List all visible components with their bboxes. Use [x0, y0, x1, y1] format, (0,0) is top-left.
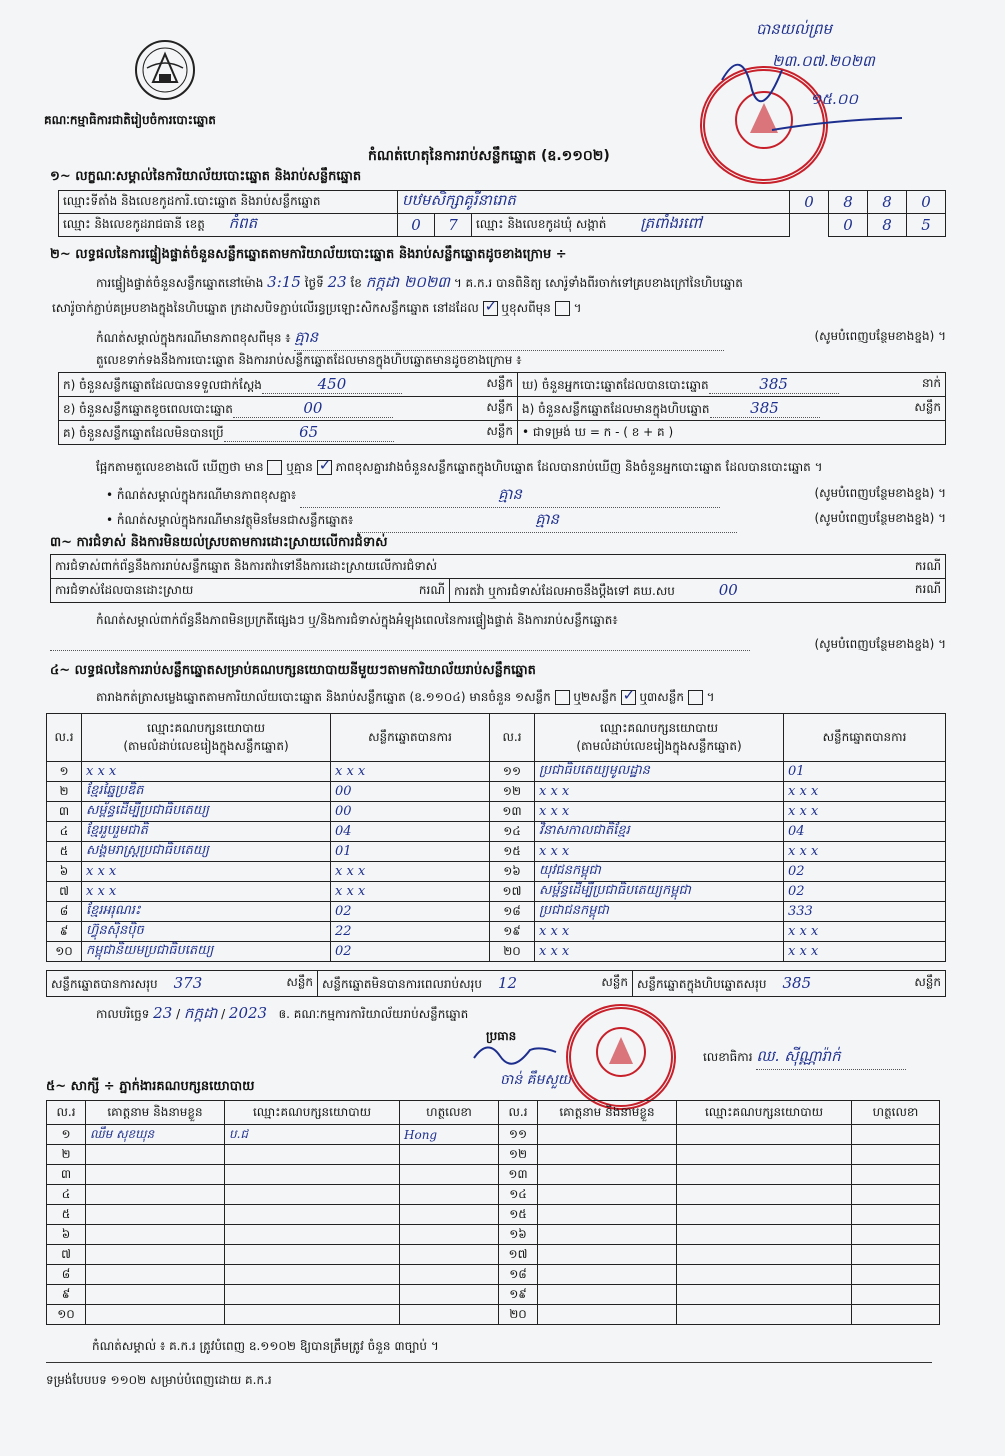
- witness-name: [538, 1165, 677, 1185]
- verify-text-d: ។ គ.ក.រ បានពិនិត្យ សោរ៉ូទាំងពីរចាក់ទៅគ្របខាងក្រៅនៃហិបឆ្នោត: [453, 276, 743, 290]
- station-code-4: 0: [907, 191, 946, 214]
- b-unit: សន្លឹក: [486, 399, 513, 414]
- result-votes: 22: [331, 922, 490, 942]
- resolved-unit: ករណី: [418, 582, 445, 597]
- witness-no: ៣: [47, 1165, 86, 1185]
- appeal-unit: ករណី: [914, 581, 941, 596]
- c-value: 65: [299, 422, 319, 441]
- witness-party: [225, 1185, 400, 1205]
- result-no: ៤: [47, 822, 82, 842]
- sheets-line: តារាងកត់ត្រាសម្លេងឆ្នោតតាមការិយាល័យបោះឆ្នោត និងរាប់សន្លឹកឆ្នោត (ឧ.១១០៤) មានចំនួន ១សន្លឹក ឬ២សន្លឹក ✓ ឬ៣សន្លឹក ។: [96, 689, 715, 707]
- witness-no: ១៥: [499, 1205, 538, 1225]
- diff-note-label: • កំណត់សម្គាល់ក្នុងករណីមានភាពខុសគ្នា៖: [106, 488, 297, 502]
- result-no: ១៣: [490, 802, 535, 822]
- footer-divider: [46, 1362, 932, 1363]
- compare-text-b: ឬគ្មាន: [286, 460, 313, 474]
- witness-no: ១៨: [499, 1265, 538, 1285]
- two-sheets-checkbox[interactable]: [621, 690, 636, 705]
- table-row: [47, 1125, 940, 1145]
- objection-row1-label: ការជំទាស់ពាក់ព័ន្ធនឹងការរាប់សន្លឹកឆ្នោត និងការតវ៉ាទៅនឹងការដោះស្រាយលើការជំទាស់: [55, 558, 438, 573]
- witness-no: ៨: [47, 1265, 86, 1285]
- result-votes: x x x: [784, 922, 946, 942]
- commune-label: ឈ្មោះ និងលេខកូដឃុំ សង្កាត់: [476, 217, 607, 231]
- top-signature: [712, 40, 912, 154]
- witness-name: [538, 1225, 677, 1245]
- table-row: [47, 1165, 940, 1185]
- result-party: x x x: [82, 762, 331, 782]
- result-no: ៦: [47, 862, 82, 882]
- witness-no: ១២: [499, 1145, 538, 1165]
- total-valid-label: សន្លឹកឆ្នោតបានការសរុប: [51, 976, 158, 991]
- result-votes: 00: [331, 802, 490, 822]
- result-party: សម្ព័ន្ធដើម្បីប្រជាធិបតេយ្យ: [82, 802, 331, 822]
- witness-party: [225, 1205, 400, 1225]
- total-valid-unit: សន្លឹក: [286, 974, 313, 989]
- three-sheets-checkbox[interactable]: [688, 690, 703, 705]
- witness-party: ប.ជ: [225, 1125, 400, 1145]
- verify-month-year: កក្កដា ២០២៣: [365, 273, 450, 291]
- verify-seal-text: សោរ៉ូចាក់ភ្ជាប់គម្របខាងក្នុងនៃហិបឆ្នោត ក្រដាសបិទភ្ជាប់លើរន្ធប្រឡោះសិកសន្លឹកឆ្នោត នៅដដែល: [52, 301, 479, 315]
- result-party: សម្ព័ន្ធដើម្បីប្រជាធិបតេយ្យកម្ពុជា: [535, 882, 784, 902]
- witness-signature: [400, 1145, 499, 1165]
- table-row: [47, 822, 946, 842]
- result-party: x x x: [535, 922, 784, 942]
- sheets-text-b: ឬ២សន្លឹក: [573, 690, 617, 704]
- witness-party: [225, 1305, 400, 1325]
- date-day: 23: [153, 1004, 173, 1022]
- top-note: បានយល់ព្រម: [756, 20, 832, 38]
- secretary-label: លេខាធិការ: [703, 1050, 753, 1064]
- section5-title: ៥~ សាក្សី ÷ ភ្នាក់ងារគណបក្សនយោបាយ: [46, 1079, 255, 1094]
- top-time: ១៥.០០: [810, 90, 858, 108]
- irregularity-fill-note: (សូមបំពេញបន្ថែមខាងខ្នង) ។: [814, 637, 946, 651]
- commune-code-1: 0: [829, 214, 868, 237]
- date-line: កាលបរិច្ឆេទ 23 / កក្កដា / 2023 ឲ. គណៈកម្មការការិយាល័យរាប់សន្លឹកឆ្នោត: [96, 1004, 469, 1022]
- fill-note: (សូមបំពេញបន្ថែមខាងខ្នង) ។: [814, 329, 946, 343]
- secretary-row: [703, 1047, 906, 1070]
- appeal-value: 00: [718, 580, 738, 599]
- witness-signature: [400, 1165, 499, 1185]
- verify-text-c: ខែ: [350, 276, 362, 290]
- totals-table: [46, 970, 946, 997]
- witness-name: [538, 1145, 677, 1165]
- date-month: កក្កដា: [183, 1004, 218, 1022]
- witness-signature: [400, 1245, 499, 1265]
- w-col-party-left: ឈ្មោះគណបក្សនយោបាយ: [225, 1101, 400, 1125]
- witness-party: [677, 1165, 852, 1185]
- result-no: ៧: [47, 882, 82, 902]
- section1-table: [58, 190, 946, 237]
- commune-name: ត្រពាំងរពៅ: [640, 214, 702, 232]
- figures-intro: តួលេខទាក់ទងនឹងការបោះឆ្នោត និងការរាប់សន្លឹកឆ្នោតដែលមានក្នុងហិបឆ្នោតមានដូចខាងក្រោម ៖: [96, 353, 522, 367]
- witness-no: ៤: [47, 1185, 86, 1205]
- table-row: [47, 922, 946, 942]
- result-party: យុវជនកម្ពុជា: [535, 862, 784, 882]
- table-row: [47, 1285, 940, 1305]
- witness-party: [677, 1145, 852, 1165]
- witness-party: [677, 1125, 852, 1145]
- different-checkbox[interactable]: [555, 301, 570, 316]
- result-votes: 02: [331, 902, 490, 922]
- w-col-no-right: ល.រ: [499, 1101, 538, 1125]
- province-code-2: 7: [435, 214, 472, 237]
- witness-signature: [400, 1205, 499, 1225]
- w-col-name-left: គោត្តនាម និងនាមខ្លួន: [86, 1101, 225, 1125]
- witness-no: ២: [47, 1145, 86, 1165]
- result-party: ប្រជាជនកម្ពុជា: [535, 902, 784, 922]
- witness-no: ៦: [47, 1225, 86, 1245]
- witness-no: ៧: [47, 1245, 86, 1265]
- polling-station-name: បឋមសិក្សាគូរីនារោត: [398, 191, 790, 214]
- witness-name: [538, 1305, 677, 1325]
- witness-signature: [400, 1225, 499, 1245]
- result-votes: x x x: [784, 782, 946, 802]
- obj-note-label: • កំណត់សម្គាល់ក្នុងករណីមានវត្ថុមិនមែនជាសន្លឹកឆ្នោត៖: [106, 513, 354, 527]
- table-row: [47, 802, 946, 822]
- total-invalid-unit: សន្លឹក: [601, 974, 628, 989]
- witness-party: [225, 1245, 400, 1265]
- witness-no: ១៧: [499, 1245, 538, 1265]
- d-value: 385: [759, 374, 788, 393]
- object-detail-row: [106, 510, 946, 533]
- result-votes: x x x: [784, 942, 946, 962]
- one-sheet-checkbox[interactable]: [555, 690, 570, 705]
- compare-text-c: ភាពខុសគ្នារវាងចំនួនសន្លឹកឆ្នោតក្នុងហិបឆ្នោត ដែលបានរាប់ឃើញ និងចំនួនអ្នកបោះឆ្នោត ដែលបានបោះឆ្នោត ។: [335, 460, 823, 474]
- witness-party: [677, 1285, 852, 1305]
- results-table: [46, 713, 946, 962]
- official-stamp-bottom: [566, 1004, 676, 1110]
- witness-party: [225, 1145, 400, 1165]
- witness-signature: [852, 1145, 940, 1165]
- result-votes: 02: [784, 882, 946, 902]
- witness-signature: [852, 1185, 940, 1205]
- obj-note-value: គ្មាន: [535, 510, 560, 528]
- result-no: ៩: [47, 922, 82, 942]
- witness-name: [86, 1145, 225, 1165]
- col-party-sub-left: (តាមលំដាប់លេខរៀងក្នុងសន្លឹកឆ្នោត): [123, 738, 289, 753]
- diff-note-value: គ្មាន: [498, 485, 522, 503]
- w-col-party-right: ឈ្មោះគណបក្សនយោបាយ: [677, 1101, 852, 1125]
- w-col-name-right: គោត្តនាម និងនាមខ្លួន: [538, 1101, 677, 1125]
- table-row: [47, 1145, 940, 1165]
- e-label: ង) ចំនួនសន្លឹកឆ្នោតដែលមានក្នុងហិបឆ្នោត: [522, 401, 710, 416]
- col-no-left: ល.រ: [47, 714, 82, 762]
- result-no: ៥: [47, 842, 82, 862]
- date-label: កាលបរិច្ឆេទ: [96, 1007, 150, 1021]
- irregularity-note: កំណត់សម្គាល់ពាក់ព័ន្ធនឹងភាពមិនប្រក្រតីផ្សេងៗ ឬ/និងការជំទាស់ក្នុងអំឡុងពេលនៃការផ្ទៀងផ្ទាត់ និងការរាប់សន្លឹកឆ្នោត៖: [96, 613, 618, 627]
- no-diff-checkbox[interactable]: [317, 460, 332, 475]
- appeal-label: ការតវ៉ា ឬការជំទាស់ដែលអាចនឹងប្តឹងទៅ គឃ.សប: [454, 583, 675, 598]
- result-votes: 333: [784, 902, 946, 922]
- committee-sign-label: ឲ. គណៈកម្មការការិយាល័យរាប់សន្លឹកឆ្នោត: [278, 1007, 469, 1021]
- col-votes-left: សន្លឹកឆ្នោតបានការ: [331, 714, 490, 762]
- table-row: [47, 1205, 940, 1225]
- secretary-name: ឈ. ស៊ីណ្ណារ៉ាក់: [756, 1047, 906, 1070]
- verify-day: 23: [327, 273, 347, 291]
- result-votes: x x x: [331, 862, 490, 882]
- c-unit: សន្លឹក: [486, 423, 513, 438]
- col-party-sub-right: (តាមលំដាប់លេខរៀងក្នុងសន្លឹកឆ្នោត): [576, 738, 742, 753]
- table-row: [47, 842, 946, 862]
- result-no: ២: [47, 782, 82, 802]
- result-votes: x x x: [784, 802, 946, 822]
- witness-no: ១៩: [499, 1285, 538, 1305]
- province-code-1: 0: [398, 214, 435, 237]
- verify-or-text: ឬខុសពីមុន: [501, 301, 551, 315]
- same-checkbox[interactable]: [483, 301, 498, 316]
- result-votes: 04: [331, 822, 490, 842]
- compare-line: [96, 459, 823, 477]
- table-row: [47, 1265, 940, 1285]
- result-party: ខ្មែរឆ្នៃប្រឌិត: [82, 782, 331, 802]
- witness-no: ១១: [499, 1125, 538, 1145]
- committee-logo: [133, 38, 197, 102]
- result-no: ១២: [490, 782, 535, 802]
- witness-name: [538, 1265, 677, 1285]
- resolved-label: ការជំទាស់ដែលបានដោះស្រាយ: [55, 582, 194, 597]
- result-no: ៣: [47, 802, 82, 822]
- verify-text-a: ការផ្ទៀងផ្ទាត់ចំនួនសន្លឹកឆ្នោតនៅម៉ោង: [96, 276, 264, 290]
- witness-party: [677, 1225, 852, 1245]
- station-code-1: 0: [790, 191, 829, 214]
- footnote: កំណត់សម្គាល់ ៖ គ.ក.រ ត្រូវបំពេញ ឧ.១១០២ ឱ្យបានត្រឹមត្រូវ ចំនួន ៣ច្បាប់ ។: [92, 1339, 439, 1353]
- witness-name: [86, 1225, 225, 1245]
- section3-title: ៣~ ការជំទាស់ និងការមិនយល់ស្របតាមការដោះស្រាយលើការជំទាស់: [50, 535, 388, 550]
- a-value: 450: [317, 374, 347, 393]
- table-row: [47, 942, 946, 962]
- witness-name: [538, 1125, 677, 1145]
- result-no: ១៩: [490, 922, 535, 942]
- result-party: ហ៊្វុនស៊ិនប៉ិច: [82, 922, 331, 942]
- witness-name: [86, 1205, 225, 1225]
- form-title: កំណត់ហេតុនៃការរាប់សន្លឹកឆ្នោត (ឧ.១១០២): [368, 148, 610, 164]
- result-no: ១៧: [490, 882, 535, 902]
- witness-party: [677, 1205, 852, 1225]
- result-votes: x x x: [784, 842, 946, 862]
- witness-no: ១៦: [499, 1225, 538, 1245]
- witness-no: ៩: [47, 1285, 86, 1305]
- witness-no: ១០: [47, 1305, 86, 1325]
- witness-signature: [852, 1205, 940, 1225]
- w-col-sign-right: ហត្ថលេខា: [852, 1101, 940, 1125]
- witness-name: [86, 1305, 225, 1325]
- witness-signature: [852, 1165, 940, 1185]
- compare-text-a: ផ្អែកតាមតួលេខខាងលើ ឃើញថា មាន: [96, 460, 264, 474]
- b-value: 00: [303, 398, 323, 417]
- result-votes: 01: [331, 842, 490, 862]
- witness-no: ១: [47, 1125, 86, 1145]
- witness-name: [86, 1265, 225, 1285]
- witness-signature: Hong: [400, 1125, 499, 1145]
- e-unit: សន្លឹក: [914, 399, 941, 414]
- b-label: ខ) ចំនួនសន្លឹកឆ្នោតខូចពេលបោះឆ្នោត: [63, 401, 233, 416]
- witness-party: [677, 1305, 852, 1325]
- result-party: x x x: [535, 842, 784, 862]
- witness-party: [677, 1185, 852, 1205]
- result-party: កម្ពុជានិយមប្រជាធិបតេយ្យ: [82, 942, 331, 962]
- witness-name: [538, 1245, 677, 1265]
- witness-party: [677, 1245, 852, 1265]
- table-row: [47, 902, 946, 922]
- total-valid: 373: [173, 973, 203, 992]
- col-no-right: ល.រ: [490, 714, 535, 762]
- result-votes: 00: [331, 782, 490, 802]
- result-party: x x x: [82, 862, 331, 882]
- witness-signature: [400, 1185, 499, 1205]
- total-box-label: សន្លឹកឆ្នោតក្នុងហិបឆ្នោតសរុប: [637, 976, 767, 991]
- witness-signature: [400, 1265, 499, 1285]
- result-party: សង្គមរាស្ត្រប្រជាធិបតេយ្យ: [82, 842, 331, 862]
- e-value: 385: [750, 398, 779, 417]
- section4-title: ៤~ លទ្ធផលនៃការរាប់សន្លឹកឆ្នោតសម្រាប់គណបក្សនយោបាយនីមួយៗតាមការិយាល័យរាប់សន្លឹកឆ្នោត: [50, 663, 536, 678]
- diff-detail-row: [106, 485, 946, 508]
- note-label: កំណត់សម្គាល់ក្នុងករណីមានភាពខុសពីមុន ៖: [96, 331, 291, 345]
- section1-title: ១~ លក្ខណៈសម្គាល់នៃការិយាល័យបោះឆ្នោត និងរាប់សន្លឹកឆ្នោត: [50, 169, 362, 184]
- table-row: [47, 1305, 940, 1325]
- witness-signature: [852, 1245, 940, 1265]
- figures-table: ក) ចំនួនសន្លឹកឆ្នោតដែលបានទទួលជាក់ស្តែង 450 សន្លឹក ឃ) ចំនួនអ្នកបោះឆ្នោតដែលបានបោះឆ្នោត 385 នាក់ ខ) ចំនួនសន្លឹកឆ្នោតខូចពេលបោះឆ្នោត 00 សន្លឹក ង) ចំនួនសន្លឹកឆ្នោតដែលមានក្នុងហិបឆ្នោត 385 សន្លឹក គ) ចំនួនសន្លឹកឆ្នោតដែលមិនបានប្រើ 65 សន្លឹក • ជាទម្រង់ ឃ = ក - ( ខ + គ ): [58, 372, 946, 445]
- witness-signature: [852, 1125, 940, 1145]
- witness-signature: [852, 1305, 940, 1325]
- commune-code-2: 8: [868, 214, 907, 237]
- result-votes: 02: [331, 942, 490, 962]
- witness-name: [538, 1285, 677, 1305]
- note-value: គ្មាន: [294, 328, 319, 346]
- result-party: វិនាសកាលជាតិខ្មែរ: [535, 822, 784, 842]
- witness-name: [86, 1245, 225, 1265]
- witness-name: ឈឹម សុខឃុន: [86, 1125, 225, 1145]
- witness-party: [225, 1265, 400, 1285]
- witness-no: ៥: [47, 1205, 86, 1225]
- a-unit: សន្លឹក: [486, 375, 513, 390]
- result-party: ប្រជាធិបតេយ្យមូលដ្ឋាន: [535, 762, 784, 782]
- province-name: កំពត: [228, 214, 258, 232]
- diff-fill-note: (សូមបំពេញបន្ថែមខាងខ្នង) ។: [814, 486, 946, 500]
- total-box-unit: សន្លឹក: [914, 974, 941, 989]
- w-col-sign-left: ហត្ថលេខា: [400, 1101, 499, 1125]
- table-row: [47, 882, 946, 902]
- province-label: ឈ្មោះ និងលេខកូដរាជធានី ខេត្ត: [63, 217, 205, 231]
- obj-fill-note: (សូមបំពេញបន្ថែមខាងខ្នង) ។: [814, 511, 946, 525]
- irregularity-line: [50, 636, 946, 654]
- col-party-left: ឈ្មោះគណបក្សនយោបាយ: [146, 720, 266, 735]
- result-no: ១១: [490, 762, 535, 782]
- witness-name: [86, 1185, 225, 1205]
- witness-name: [86, 1165, 225, 1185]
- verification-line1: [96, 273, 743, 295]
- table-row: [47, 862, 946, 882]
- table-row: [47, 762, 946, 782]
- result-party: x x x: [535, 782, 784, 802]
- formula-text: ជាទម្រង់ ឃ = ក - ( ខ + គ ): [532, 424, 674, 439]
- commune-code-3: 5: [907, 214, 946, 237]
- witness-party: [225, 1165, 400, 1185]
- section2-title: ២~ លទ្ធផលនៃការផ្ទៀងផ្ទាត់ចំនួនសន្លឹកឆ្នោតតាមការិយាល័យបោះឆ្នោត និងរាប់សន្លឹកឆ្នោតដូចខាងក្រោម ÷: [50, 247, 567, 262]
- result-votes: 02: [784, 862, 946, 882]
- result-party: x x x: [535, 802, 784, 822]
- result-votes: 04: [784, 822, 946, 842]
- result-party: x x x: [82, 882, 331, 902]
- witness-party: [225, 1225, 400, 1245]
- result-votes: 01: [784, 762, 946, 782]
- verify-text-b: ថ្ងៃទី: [304, 276, 324, 290]
- witness-name: [538, 1205, 677, 1225]
- sheets-text-a: តារាងកត់ត្រាសម្លេងឆ្នោតតាមការិយាល័យបោះឆ្នោត និងរាប់សន្លឹកឆ្នោត (ឧ.១១០៤) មានចំនួន ១សន្លឹក: [96, 690, 551, 704]
- witness-signature: [852, 1285, 940, 1305]
- witness-party: [677, 1265, 852, 1285]
- result-no: ១: [47, 762, 82, 782]
- witness-signature: [400, 1305, 499, 1325]
- table-row: [47, 1245, 940, 1265]
- result-votes: x x x: [331, 762, 490, 782]
- president-label: ប្រធាន: [486, 1029, 517, 1043]
- objection-table: [50, 554, 946, 603]
- witness-no: ១៤: [499, 1185, 538, 1205]
- result-no: ១៦: [490, 862, 535, 882]
- col-votes-right: សន្លឹកឆ្នោតបានការ: [784, 714, 946, 762]
- table-row: [47, 1185, 940, 1205]
- sheets-text-c: ឬ៣សន្លឹក: [639, 690, 684, 704]
- verification-line2: សោរ៉ូចាក់ភ្ជាប់គម្របខាងក្នុងនៃហិបឆ្នោត ក្រដាសបិទភ្ជាប់លើរន្ធប្រឡោះសិកសន្លឹកឆ្នោត នៅដដែល ✓ ឬខុសពីមុន ។: [52, 300, 581, 318]
- result-party: ខ្មែរអរុណរះ: [82, 902, 331, 922]
- witness-party: [225, 1285, 400, 1305]
- witness-signature: [400, 1285, 499, 1305]
- total-invalid-label: សន្លឹកឆ្នោតមិនបានការពេលរាប់សរុប: [322, 976, 482, 991]
- result-no: ១៤: [490, 822, 535, 842]
- date-year: 2023: [228, 1004, 268, 1022]
- form-note: ទម្រង់បែបបទ ១១០២ សម្រាប់បំពេញដោយ គ.ក.រ: [46, 1373, 272, 1387]
- top-date: ២៣.០៧.២០២៣: [772, 52, 875, 70]
- d-unit: នាក់: [921, 375, 941, 390]
- station-code-2: 8: [829, 191, 868, 214]
- witness-signature: [852, 1265, 940, 1285]
- verify-time: 3:15: [267, 273, 301, 291]
- c-label: គ) ចំនួនសន្លឹកឆ្នោតដែលមិនបានប្រើ: [63, 425, 224, 440]
- d-label: ឃ) ចំនួនអ្នកបោះឆ្នោតដែលបានបោះឆ្នោត: [522, 377, 709, 392]
- total-box: 385: [782, 973, 812, 992]
- witness-no: ១៣: [499, 1165, 538, 1185]
- committee-name: គណៈកម្មាធិការជាតិរៀបចំការបោះឆ្នោត: [44, 113, 216, 127]
- w-col-no-left: ល.រ: [47, 1101, 86, 1125]
- result-votes: x x x: [331, 882, 490, 902]
- polling-station-label: ឈ្មោះទីតាំង និងលេខកូដការិ.បោះឆ្នោត និងរាប់សន្លឹកឆ្នោត: [59, 191, 398, 214]
- witness-name: [86, 1285, 225, 1305]
- witness-signature: [852, 1225, 940, 1245]
- result-no: ៨: [47, 902, 82, 922]
- diff-note-row: [96, 328, 946, 351]
- witness-no: ២០: [499, 1305, 538, 1325]
- result-no: ១៥: [490, 842, 535, 862]
- witness-name: [538, 1185, 677, 1205]
- witness-table: [46, 1100, 940, 1325]
- has-diff-checkbox[interactable]: [267, 460, 282, 475]
- total-invalid: 12: [497, 973, 518, 992]
- result-no: ២០: [490, 942, 535, 962]
- result-party: ខ្មែររួបរួមជាតិ: [82, 822, 331, 842]
- president-name: ចាន់ គឹមសួយ: [500, 1072, 572, 1088]
- table-row: [47, 782, 946, 802]
- table-row: [47, 1225, 940, 1245]
- row1-unit: ករណី: [914, 558, 941, 573]
- result-party: x x x: [535, 942, 784, 962]
- col-party-right: ឈ្មោះគណបក្សនយោបាយ: [599, 720, 719, 735]
- result-no: ១៨: [490, 902, 535, 922]
- station-code-3: 8: [868, 191, 907, 214]
- a-label: ក) ចំនួនសន្លឹកឆ្នោតដែលបានទទួលជាក់ស្តែង: [63, 377, 262, 392]
- result-no: ១០: [47, 942, 82, 962]
